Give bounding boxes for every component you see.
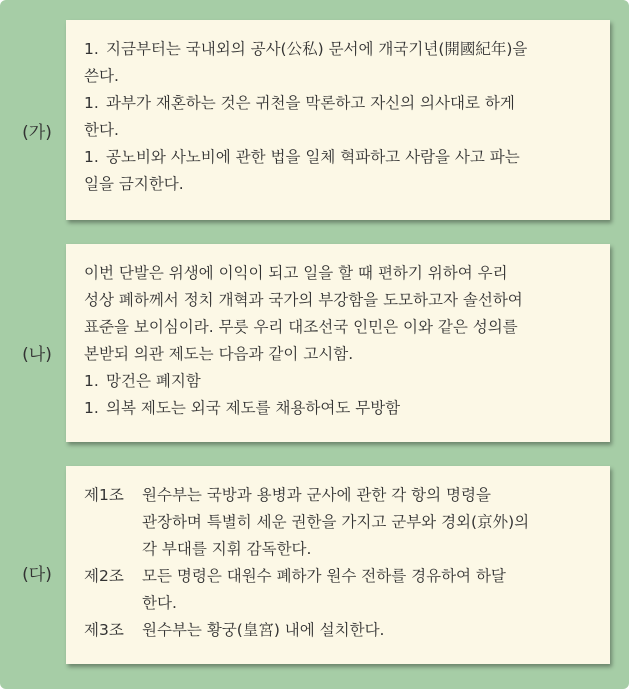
item-marker: 1. [84,94,99,112]
item-text: 과부가 재혼하는 것은 귀천을 막론하고 자신의 의사대로 하게 [106,94,515,112]
list-item [84,617,594,644]
item-text-continued: 한다. [84,121,119,139]
item-text-continued: 일을 금지한다. [84,175,184,193]
item-marker: 1. [84,40,99,58]
article-text-continued: 한다. [142,594,177,612]
intro-line: 본받되 의관 제도는 다음과 같이 고시함. [84,345,354,363]
list-item [84,36,594,63]
list-item [84,395,594,422]
item-marker: 1. [84,399,99,417]
list-item [84,482,594,509]
item-text: 의복 제도는 외국 제도를 채용하여도 무방함 [106,399,401,417]
list-item [84,563,594,590]
article-text-continued: 각 부대를 지휘 감독한다. [142,540,312,558]
intro-line: 이번 단발은 위생에 이익이 되고 일을 할 때 편하기 위하여 우리 [84,264,508,282]
section-label-ga: (가) [22,123,52,143]
article-text: 모든 명령은 대원수 폐하가 원수 전하를 경유하여 하달 [142,567,506,585]
section-label-na: (나) [22,345,52,365]
article-marker: 제3조 [84,621,124,639]
article-text: 원수부는 황궁(皇宮) 내에 설치한다. [142,621,385,639]
item-marker: 1. [84,148,99,166]
list-item [84,144,594,171]
item-text-continued: 쓴다. [84,67,119,85]
item-text: 지금부터는 국내외의 공사(公私) 문서에 개국기년(開國紀年)을 [106,40,528,58]
item-text: 공노비와 사노비에 관한 법을 일체 혁파하고 사람을 사고 파는 [106,148,520,166]
article-marker: 제2조 [84,567,124,585]
source-box-na [66,244,610,442]
item-marker: 1. [84,372,99,390]
article-text-continued: 관장하며 특별히 세운 권한을 가지고 군부와 경외(京外)의 [142,513,530,531]
item-text: 망건은 폐지함 [106,372,201,390]
list-item [84,368,594,395]
source-box-da [66,466,610,664]
article-text: 원수부는 국방과 용병과 군사에 관한 각 항의 명령을 [142,486,491,504]
intro-line: 성상 폐하께서 정치 개혁과 국가의 부강함을 도모하고자 솔선하여 [84,291,523,309]
source-box-ga [66,20,610,220]
intro-line: 표준을 보이심이라. 무릇 우리 대조선국 인민은 이와 같은 성의를 [84,318,518,336]
article-marker: 제1조 [84,486,124,504]
list-item [84,90,594,117]
section-label-da: (다) [22,565,52,585]
